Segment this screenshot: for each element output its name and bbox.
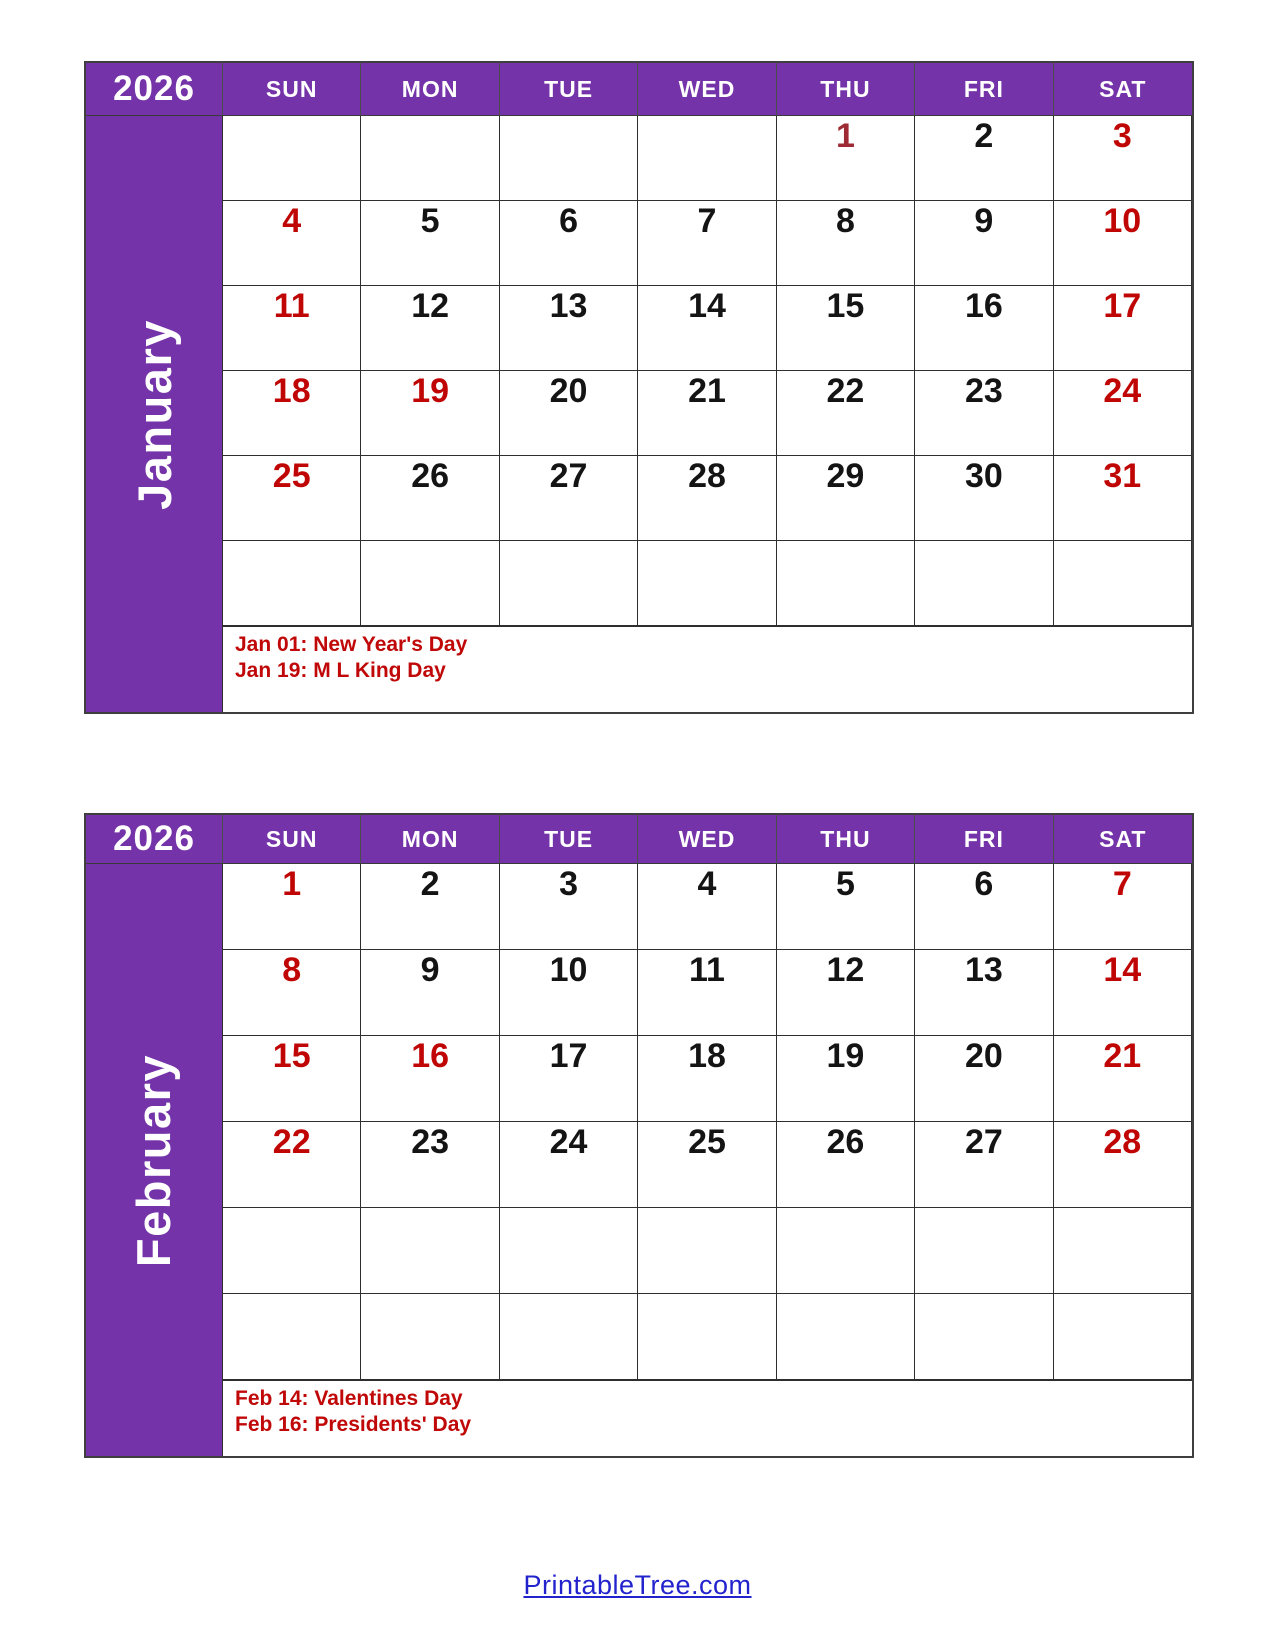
year-cell: 2026 xyxy=(86,63,223,116)
day-cell: 15 xyxy=(223,1036,361,1122)
day-cell xyxy=(777,541,915,626)
day-cell: 17 xyxy=(500,1036,638,1122)
day-cell: 30 xyxy=(915,456,1053,541)
day-cell: 8 xyxy=(777,201,915,286)
weekday-header-sun: SUN xyxy=(223,63,361,116)
year-cell: 2026 xyxy=(86,815,223,864)
day-cell: 31 xyxy=(1054,456,1192,541)
day-cell: 12 xyxy=(777,950,915,1036)
day-cell: 17 xyxy=(1054,286,1192,371)
weekday-header-tue: TUE xyxy=(500,815,638,864)
printabletree-link[interactable]: PrintableTree.com xyxy=(523,1570,752,1600)
weekday-header-fri: FRI xyxy=(915,63,1053,116)
day-cell xyxy=(915,541,1053,626)
day-cell xyxy=(1054,1294,1192,1380)
day-cell: 2 xyxy=(915,116,1053,201)
day-cell xyxy=(223,1208,361,1294)
weekday-header-wed: WED xyxy=(638,63,776,116)
day-cell: 14 xyxy=(1054,950,1192,1036)
day-cell: 23 xyxy=(915,371,1053,456)
day-cell: 11 xyxy=(223,286,361,371)
day-cell: 15 xyxy=(777,286,915,371)
day-cell: 26 xyxy=(361,456,499,541)
day-cell xyxy=(638,1208,776,1294)
calendar-february xyxy=(84,813,1194,1458)
day-cell xyxy=(361,1208,499,1294)
month-sidebar xyxy=(86,864,223,1456)
holiday-note: Feb 16: Presidents' Day xyxy=(235,1413,472,1436)
day-cell xyxy=(777,1294,915,1380)
day-cell: 27 xyxy=(915,1122,1053,1208)
day-cell xyxy=(500,541,638,626)
day-cell: 9 xyxy=(361,950,499,1036)
day-cell: 9 xyxy=(915,201,1053,286)
day-cell: 29 xyxy=(777,456,915,541)
day-cell: 8 xyxy=(223,950,361,1036)
weekday-header-thu: THU xyxy=(777,815,915,864)
day-cell: 25 xyxy=(223,456,361,541)
month-label: January xyxy=(127,318,181,510)
february-grid xyxy=(84,813,1194,1458)
day-cell: 3 xyxy=(1054,116,1192,201)
day-cell: 22 xyxy=(223,1122,361,1208)
day-cell: 23 xyxy=(361,1122,499,1208)
weekday-header-fri: FRI xyxy=(915,815,1053,864)
day-cell: 28 xyxy=(1054,1122,1192,1208)
day-cell: 7 xyxy=(638,201,776,286)
day-cell: 10 xyxy=(1054,201,1192,286)
day-cell: 16 xyxy=(915,286,1053,371)
day-cell: 12 xyxy=(361,286,499,371)
day-cell xyxy=(500,1294,638,1380)
day-cell: 18 xyxy=(223,371,361,456)
day-cell: 4 xyxy=(223,201,361,286)
day-cell: 20 xyxy=(915,1036,1053,1122)
day-cell: 1 xyxy=(777,116,915,201)
holiday-notes xyxy=(223,626,1192,712)
day-cell: 22 xyxy=(777,371,915,456)
day-cell xyxy=(361,116,499,201)
day-cell xyxy=(361,541,499,626)
day-cell: 27 xyxy=(500,456,638,541)
day-cell xyxy=(915,1208,1053,1294)
month-sidebar xyxy=(86,116,223,712)
day-cell: 19 xyxy=(777,1036,915,1122)
holiday-note: Jan 01: New Year's Day xyxy=(235,633,468,656)
day-cell: 24 xyxy=(500,1122,638,1208)
day-cell xyxy=(500,116,638,201)
day-cell: 3 xyxy=(500,864,638,950)
day-cell: 7 xyxy=(1054,864,1192,950)
day-cell xyxy=(223,116,361,201)
day-cell: 18 xyxy=(638,1036,776,1122)
holiday-notes xyxy=(223,1380,1192,1456)
weekday-header-sat: SAT xyxy=(1054,63,1192,116)
holiday-note: Feb 14: Valentines Day xyxy=(235,1387,463,1410)
day-cell: 21 xyxy=(1054,1036,1192,1122)
weekday-header-wed: WED xyxy=(638,815,776,864)
day-cell xyxy=(223,541,361,626)
footer xyxy=(0,1570,1275,1601)
day-cell: 13 xyxy=(500,286,638,371)
day-cell: 13 xyxy=(915,950,1053,1036)
day-cell: 26 xyxy=(777,1122,915,1208)
day-cell xyxy=(638,541,776,626)
day-cell: 6 xyxy=(500,201,638,286)
day-cell xyxy=(638,1294,776,1380)
day-cell: 5 xyxy=(361,201,499,286)
day-cell: 11 xyxy=(638,950,776,1036)
day-cell: 28 xyxy=(638,456,776,541)
holiday-note: Jan 19: M L King Day xyxy=(235,659,446,682)
calendar-january xyxy=(84,61,1194,714)
day-cell xyxy=(1054,1208,1192,1294)
day-cell: 6 xyxy=(915,864,1053,950)
day-cell: 19 xyxy=(361,371,499,456)
weekday-header-mon: MON xyxy=(361,63,499,116)
day-cell: 2 xyxy=(361,864,499,950)
day-cell: 16 xyxy=(361,1036,499,1122)
day-cell: 4 xyxy=(638,864,776,950)
day-cell xyxy=(638,116,776,201)
day-cell xyxy=(1054,541,1192,626)
day-cell xyxy=(500,1208,638,1294)
weekday-header-sun: SUN xyxy=(223,815,361,864)
day-cell xyxy=(777,1208,915,1294)
day-cell xyxy=(223,1294,361,1380)
day-cell: 1 xyxy=(223,864,361,950)
day-cell: 10 xyxy=(500,950,638,1036)
weekday-header-tue: TUE xyxy=(500,63,638,116)
day-cell: 25 xyxy=(638,1122,776,1208)
january-grid xyxy=(84,61,1194,714)
weekday-header-mon: MON xyxy=(361,815,499,864)
weekday-header-sat: SAT xyxy=(1054,815,1192,864)
day-cell: 20 xyxy=(500,371,638,456)
month-label: February xyxy=(127,1053,181,1267)
day-cell xyxy=(915,1294,1053,1380)
day-cell: 21 xyxy=(638,371,776,456)
day-cell xyxy=(361,1294,499,1380)
day-cell: 24 xyxy=(1054,371,1192,456)
day-cell: 5 xyxy=(777,864,915,950)
weekday-header-thu: THU xyxy=(777,63,915,116)
day-cell: 14 xyxy=(638,286,776,371)
